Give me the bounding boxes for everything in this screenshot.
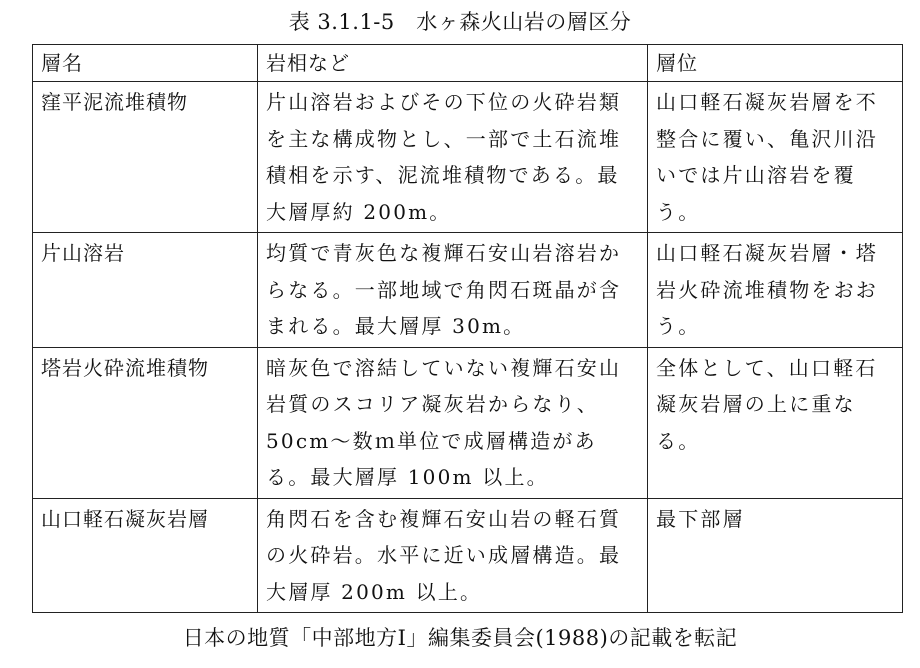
cell-lithology: 片山溶岩およびその下位の火砕岩類を主な構成物とし、一部で土石流堆積相を示す、泥流堆積物である。最大層厚約 200m。 [258,82,648,233]
table-header-row [33,45,903,82]
source-note: 日本の地質「中部地方Ⅰ」編集委員会(1988)の記載を転記 [182,626,738,650]
table-caption: 表 3.1.1-5 水ヶ森火山岩の層区分 [288,10,632,34]
cell-position: 全体として、山口軽石凝灰岩層の上に重なる。 [648,347,903,498]
strata-table [32,44,903,613]
header-lithology: 岩相など [258,45,648,82]
cell-lithology: 暗灰色で溶結していない複輝石安山岩質のスコリア凝灰岩からなり、50cm～数ｍ単位で成層構造がある。最大層厚 100m 以上。 [258,347,648,498]
table-row [33,82,903,233]
cell-name: 山口軽石凝灰岩層 [33,498,258,613]
cell-name: 片山溶岩 [33,233,258,348]
cell-position: 山口軽石凝灰岩層・塔岩火砕流堆積物をおおう。 [648,233,903,348]
table-row [33,347,903,498]
cell-lithology: 均質で青灰色な複輝石安山岩溶岩からなる。一部地域で角閃石斑晶が含まれる。最大層厚 30m。 [258,233,648,348]
table-row [33,498,903,613]
cell-position: 山口軽石凝灰岩層を不整合に覆い、亀沢川沿いでは片山溶岩を覆う。 [648,82,903,233]
header-name: 層名 [33,45,258,82]
cell-lithology: 角閃石を含む複輝石安山岩の軽石質の火砕岩。水平に近い成層構造。最大層厚 200m 以上。 [258,498,648,613]
table-row [33,233,903,348]
header-position: 層位 [648,45,903,82]
cell-position: 最下部層 [648,498,903,613]
cell-name: 窪平泥流堆積物 [33,82,258,233]
cell-name: 塔岩火砕流堆積物 [33,347,258,498]
